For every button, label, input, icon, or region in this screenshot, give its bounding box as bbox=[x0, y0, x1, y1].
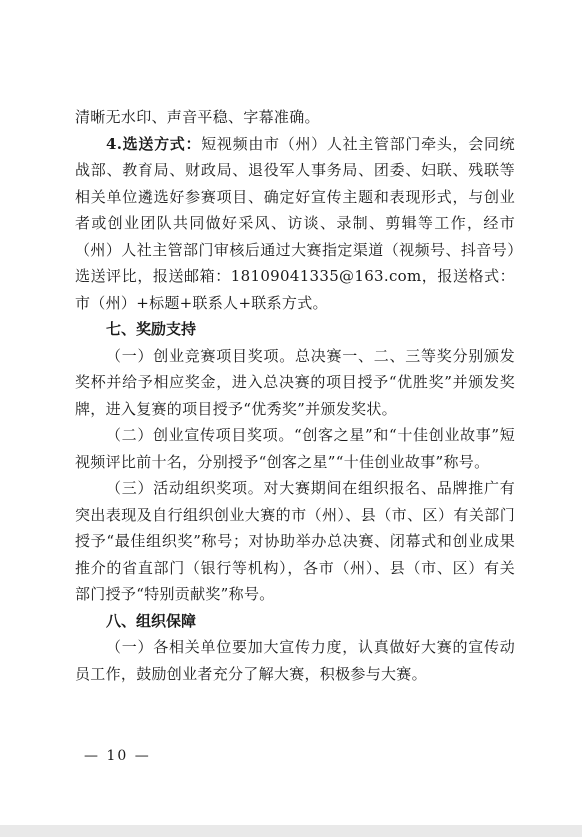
paragraph-publicity: （一）各相关单位要加大宣传力度，认真做好大赛的宣传动员工作，鼓励创业者充分了解大赛，积极参与大赛。 bbox=[75, 638, 515, 683]
page-number: — 10 — bbox=[84, 748, 151, 764]
paragraph-continuation: 清晰无水印、声音平稳、字幕准确。 bbox=[75, 108, 320, 126]
section-heading-organization: 八、组织保障 bbox=[106, 611, 197, 630]
section-heading-rewards: 七、奖励支持 bbox=[106, 320, 197, 338]
paragraph-competition-awards: （一）创业竞赛项目奖项。总决赛一、二、三等奖分别颁发奖杯并给予相应奖金，进入总决赛的项目授予“优胜奖”并颁发奖牌，进入复赛的项目授予“优秀奖”并颁发奖状。 bbox=[75, 346, 515, 418]
page-bottom-edge bbox=[0, 825, 582, 837]
paragraph-promotion-awards: （二）创业宣传项目奖项。“创客之星”和“十佳创业故事”短视频评比前十名，分别授予“创客之星”“十佳创业故事”称号。 bbox=[75, 426, 515, 471]
paragraph-organization-awards: （三）活动组织奖项。对大赛期间在组织报名、品牌推广有突出表现及自行组织创业大赛的市（州）、县（市、区）有关部门授予“最佳组织奖”称号；对协助举办总决赛、闭幕式和创业成果推介的省直部门（银行等机构），各市（州）、县（市、区）有关部门授予“特别贡献奖”称号。 bbox=[75, 479, 515, 603]
document-body bbox=[75, 104, 515, 687]
submission-method-text: 短视频由市（州）人社主管部门牵头，会同统战部、教育局、财政局、退役军人事务局、团委、妇联、残联等相关单位遴选好参赛项目、确定好宣传主题和表现形式，与创业者或创业团队共同做好采风、访谈、录制、剪辑等工作，经市（州）人社主管部门审核后通过大赛指定渠道（视频号、抖音号）选送评比，报送邮箱：18109041335@163.com，报送格式：市（州）+标题+联系人+联系方式。 bbox=[75, 134, 515, 312]
submission-method-label: 4.选送方式： bbox=[106, 134, 202, 153]
paragraph-submission-method bbox=[75, 131, 515, 317]
